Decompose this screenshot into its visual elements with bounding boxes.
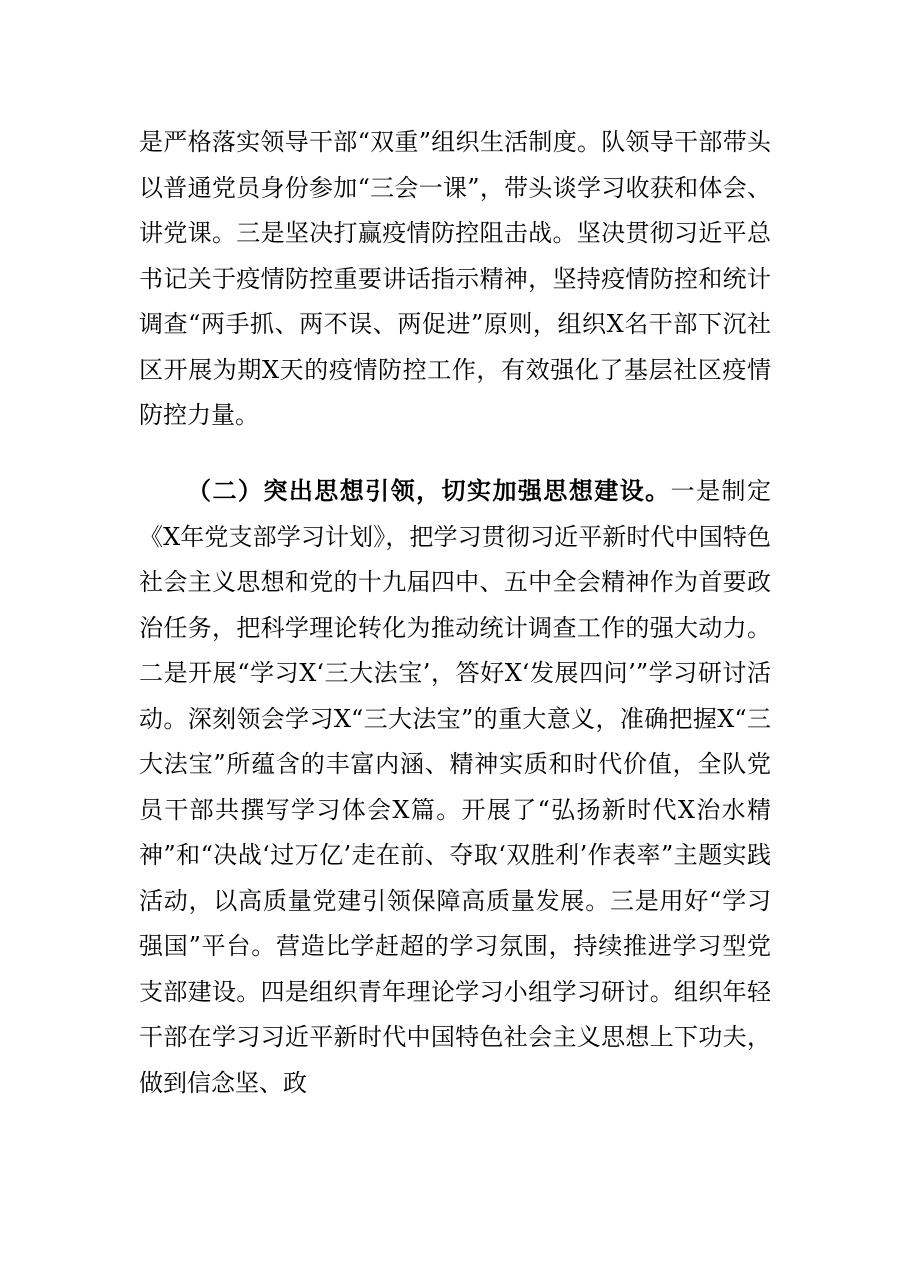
paragraph-ideological-building <box>139 469 771 1106</box>
section-heading: （二）突出思想引领，切实加强思想建设。 <box>187 477 671 505</box>
section-body: 一是制定《X年党支部学习计划》，把学习贯彻习近平新时代中国特色社会主义思想和党的十九届四中、五中全会精神作为首要政治任务，把科学理论转化为推动统计调查工作的强大动力。二是开展“学习X‘三大法宝’，答好X‘发展四问’”学习研讨活动。深刻领会学习X“三大法宝”的重大意义，准确把握X“三大法宝”所蕴含的丰富内涵、精神实质和时代价值，全队党员干部共撰写学习体会X篇。开展了“弘扬新时代X治水精神”和“决战‘过万亿’走在前、夺取‘双胜利’作表率”主题实践活动，以高质量党建引领保障高质量发展。三是用好“学习强国”平台。营造比学赶超的学习氛围，持续推进学习型党支部建设。四是组织青年理论学习小组学习研讨。组织年轻干部在学习习近平新时代中国特色社会主义思想上下功夫，做到信念坚、政 <box>139 477 772 1097</box>
paragraph-party-life: 是严格落实领导干部“双重”组织生活制度。队领导干部带头以普通党员身份参加“三会一课”，带头谈学习收获和体会、讲党课。三是坚决打赢疫情防控阻击战。坚决贯彻习近平总书记关于疫情防控重要讲话指示精神，坚持疫情防控和统计调查“两手抓、两不误、两促进”原则，组织X名干部下沉社区开展为期X天的疫情防控工作，有效强化了基层社区疫情防控力量。 <box>139 128 771 429</box>
